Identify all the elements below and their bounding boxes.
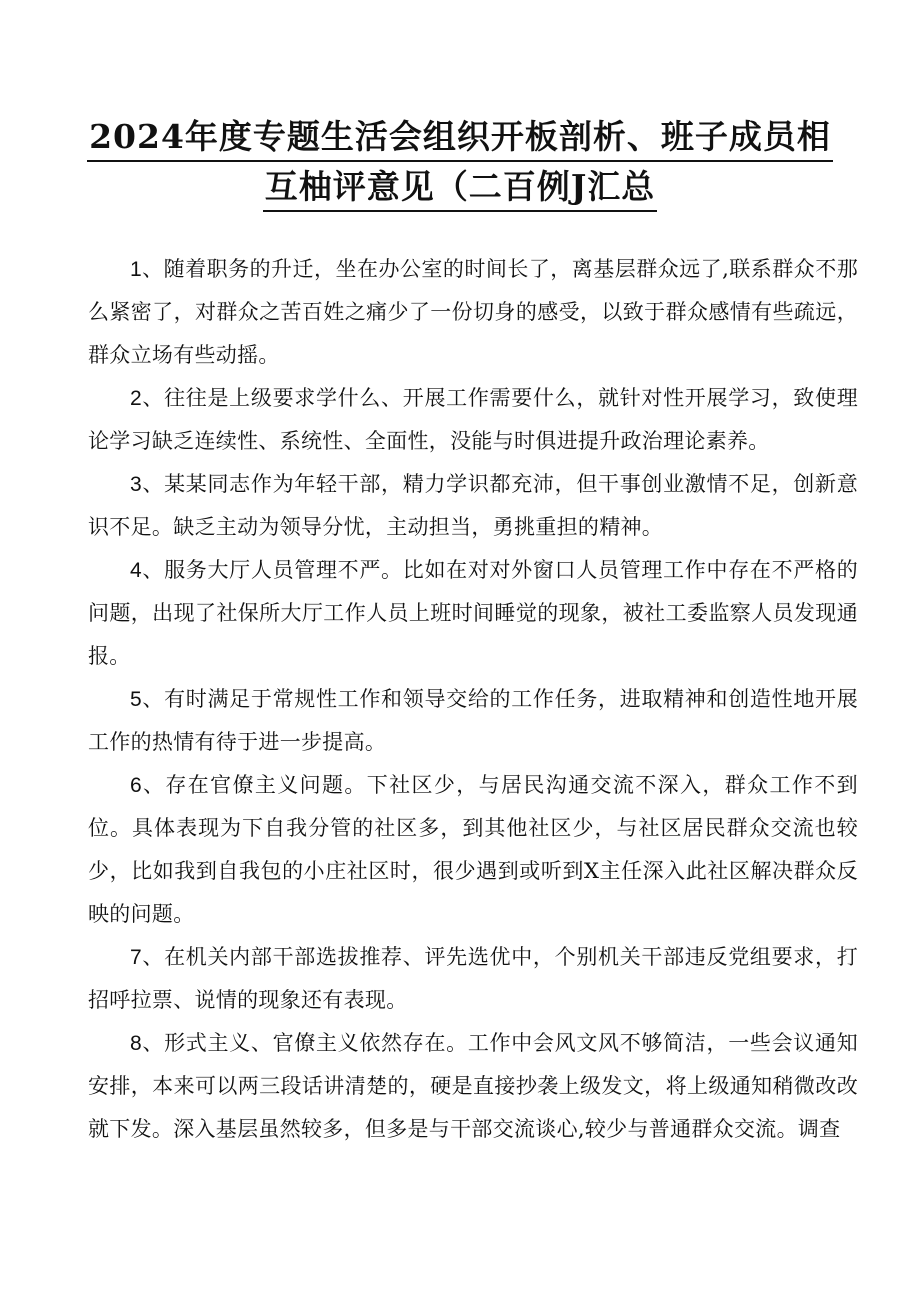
paragraph-number: 5 — [130, 688, 142, 711]
paragraph-3 — [88, 463, 858, 549]
document-body — [88, 248, 858, 1151]
document-title — [80, 112, 840, 212]
paragraph-number: 3 — [130, 473, 142, 496]
paragraph-4 — [88, 549, 858, 678]
paragraph-8 — [88, 1022, 858, 1151]
paragraph-2 — [88, 377, 858, 463]
paragraph-text: 、存在官僚主义问题。下社区少，与居民沟通交流不深入，群众工作不到位。具体表现为下自我分管的社区多，到其他社区少，与社区居民群众交流也较少，比如我到自我包的小庄社区时，很少遇到或听到X主任深入此社区解决群众反映的问题。 — [88, 773, 858, 926]
paragraph-1 — [88, 248, 858, 377]
title-line-2: 互柚评意见（二百例J汇总 — [263, 164, 658, 212]
paragraph-text: 、随着职务的升迁，坐在办公室的时间长了，离基层群众远了,联系群众不那么紧密了，对群众之苦百姓之痛少了一份切身的感受，以致于群众感情有些疏远，群众立场有些动摇。 — [88, 257, 858, 367]
paragraph-number: 6 — [130, 774, 142, 797]
paragraph-text: 、形式主义、官僚主义依然存在。工作中会风文风不够简洁，一些会议通知安排，本来可以两三段话讲清楚的，硬是直接抄袭上级发文，将上级通知稍微改改就下发。深入基层虽然较多，但多是与干部交流谈心,较少与普通群众交流。调查 — [88, 1031, 858, 1141]
paragraph-number: 1 — [130, 258, 142, 281]
paragraph-text: 、往往是上级要求学什么、开展工作需要什么，就针对性开展学习，致使理论学习缺乏连续性、系统性、全面性，没能与时俱进提升政治理论素养。 — [88, 386, 858, 453]
paragraph-5 — [88, 678, 858, 764]
title-line-1: 2024年度专题生活会组织开板剖析、班子成员相 — [87, 114, 833, 162]
paragraph-text: 、服务大厅人员管理不严。比如在对对外窗口人员管理工作中存在不严格的问题，出现了社保所大厅工作人员上班时间睡觉的现象，被社工委监察人员发现通报。 — [88, 558, 858, 668]
paragraph-text: 、在机关内部干部选拔推荐、评先选优中，个别机关干部违反党组要求，打招呼拉票、说情的现象还有表现。 — [88, 945, 858, 1012]
paragraph-text: 、某某同志作为年轻干部，精力学识都充沛，但干事创业激情不足，创新意识不足。缺乏主动为领导分忧，主动担当，勇挑重担的精神。 — [88, 472, 858, 539]
paragraph-number: 4 — [130, 559, 142, 582]
paragraph-number: 2 — [130, 387, 142, 410]
paragraph-number: 7 — [130, 946, 142, 969]
paragraph-number: 8 — [130, 1032, 142, 1055]
paragraph-text: 、有时满足于常规性工作和领导交给的工作任务，进取精神和创造性地开展工作的热情有待于进一步提高。 — [88, 687, 858, 754]
paragraph-7 — [88, 936, 858, 1022]
paragraph-6 — [88, 764, 858, 936]
